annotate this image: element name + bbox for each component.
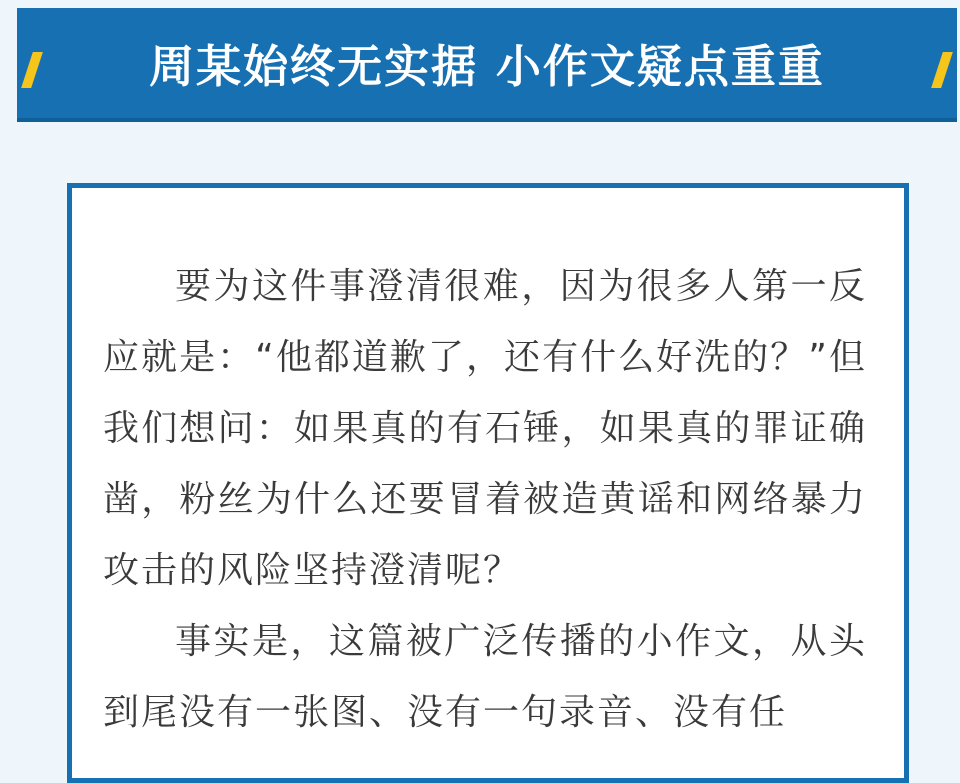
header-banner (17, 8, 957, 122)
banner-title: 周某始终无实据 小作文疑点重重 (149, 40, 825, 93)
article-body (103, 251, 867, 748)
article-paragraph-2: 事实是，这篇被广泛传播的小作文，从头到尾没有一张图、没有一句录音、没有任 (103, 621, 867, 733)
article-paragraph-1: 要为这件事澄清很难，因为很多人第一反应就是：“他都道歉了，还有什么好洗的？”但我们想问：如果真的有石锤，如果真的罪证确凿，粉丝为什么还要冒着被造黄谣和网络暴力攻击的风险坚持澄清呢？ (103, 266, 867, 591)
